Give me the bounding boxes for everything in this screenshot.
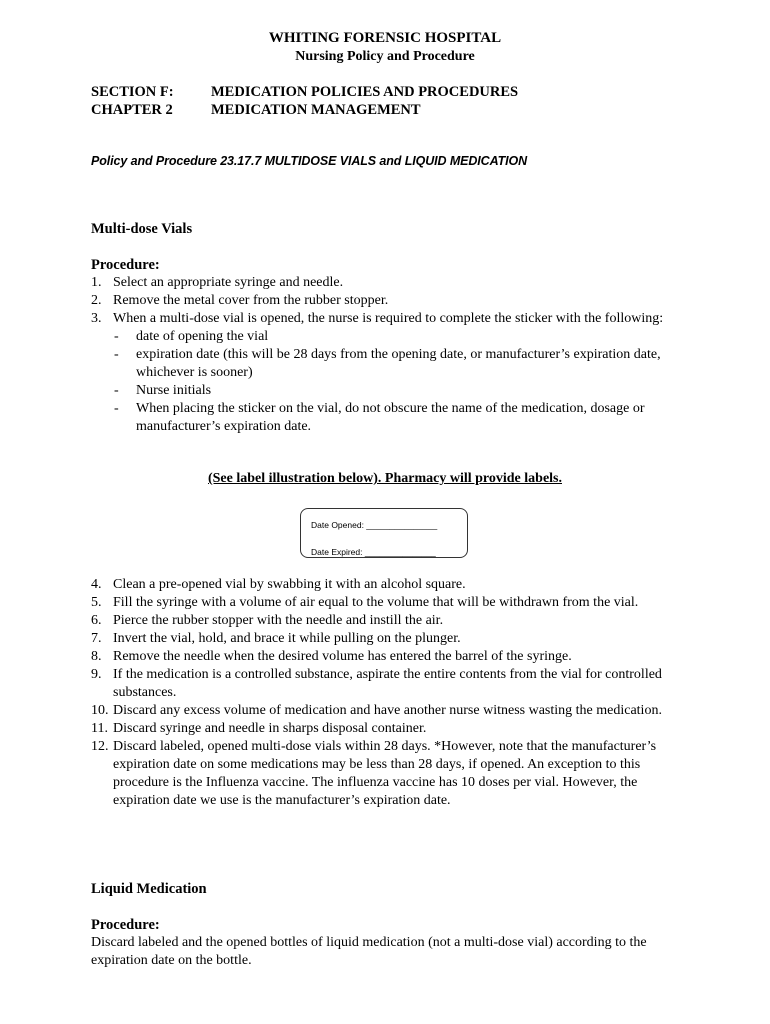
step-text: Select an appropriate syringe and needle.: [113, 275, 344, 290]
sub-list-item: - Nurse initials: [114, 383, 212, 398]
list-item: [91, 702, 681, 720]
steps-list-b: [91, 576, 681, 810]
list-item: [91, 310, 681, 328]
step-number: 7.: [91, 631, 102, 646]
step-number: 4.: [91, 577, 102, 592]
steps-list-a: [91, 274, 681, 436]
list-item: [91, 612, 681, 630]
liquid-procedure-text: Discard labeled and the opened bottles of liquid medication (not a multi-dose vial) according to the expiration date on the bottle.: [91, 935, 647, 968]
list-item: [91, 666, 681, 702]
list-item: [91, 292, 681, 310]
chapter-row: [91, 101, 421, 119]
sub-list-item: - expiration date (this will be 28 days from the opening date, or manufacturer’s expiration date, whichever is sooner): [114, 347, 661, 380]
step-number: 6.: [91, 613, 102, 628]
chapter-value: MEDICATION MANAGEMENT: [211, 102, 421, 118]
step-text: Discard labeled, opened multi-dose vials within 28 days. *However, note that the manufacturer’s expiration date on some medications may be less than 28 days, if opened. An exception to this procedure is the Influenza vaccine. The influenza vaccine has 10 doses per vial. However, the expiration date we use is the manufacturer’s expiration date.: [113, 739, 657, 808]
multidose-heading: Multi-dose Vials: [91, 221, 193, 237]
step-number: 11.: [91, 721, 108, 736]
sub-item-text: Nurse initials: [136, 383, 212, 398]
step-text: Clean a pre-opened vial by swabbing it with an alcohol square.: [113, 577, 466, 592]
step-number: 5.: [91, 595, 102, 610]
step-number: 1.: [91, 275, 102, 290]
step-number: 8.: [91, 649, 102, 664]
policy-title: Policy and Procedure 23.17.7 MULTIDOSE VIALS and LIQUID MEDICATION: [91, 154, 528, 168]
vial-label-illustration: [300, 508, 468, 558]
multidose-procedure-label: Procedure:: [91, 257, 160, 273]
sub-list-item: - date of opening the vial: [114, 329, 269, 344]
sub-item-text: When placing the sticker on the vial, do not obscure the name of the medication, dosage or manufacturer’s expiration date.: [136, 401, 645, 434]
sub-item-text: date of opening the vial: [136, 329, 269, 344]
step-text: Invert the vial, hold, and brace it while pulling on the plunger.: [113, 631, 461, 646]
list-item: [91, 720, 681, 738]
list-item: [91, 594, 681, 612]
step-number: 2.: [91, 293, 102, 308]
section-key: SECTION F:: [91, 84, 174, 100]
step-number: 12.: [91, 739, 109, 754]
step-text: Pierce the rubber stopper with the needle and instill the air.: [113, 613, 444, 628]
step-text: Fill the syringe with a volume of air equal to the volume that will be withdrawn from the vial.: [113, 595, 639, 610]
step-number: 3.: [91, 311, 102, 326]
step-text: Discard syringe and needle in sharps disposal container.: [113, 721, 427, 736]
sub-item-text: expiration date (this will be 28 days from the opening date, or manufacturer’s expiration date, whichever is sooner): [136, 347, 661, 380]
sub-list-item: - When placing the sticker on the vial, do not obscure the name of the medication, dosage or manufacturer’s expiration date.: [114, 401, 645, 434]
hospital-title: WHITING FORENSIC HOSPITAL: [268, 30, 502, 46]
section-row: [91, 83, 518, 101]
date-expired-line: Date Expired: _______________: [311, 547, 436, 557]
step-text: Discard any excess volume of medication and have another nurse witness wasting the medication.: [113, 703, 662, 718]
list-item: [91, 576, 681, 594]
liquid-procedure-label: Procedure:: [91, 917, 160, 933]
step-text: Remove the needle when the desired volume has entered the barrel of the syringe.: [113, 649, 572, 664]
document-subtitle: Nursing Policy and Procedure: [295, 49, 475, 64]
date-opened-line: Date Opened: _______________: [311, 520, 438, 530]
list-item: [91, 630, 681, 648]
liquid-heading: Liquid Medication: [91, 881, 207, 897]
step-text: When a multi-dose vial is opened, the nurse is required to complete the sticker with the following:: [113, 311, 664, 326]
step-number: 10.: [91, 703, 109, 718]
list-item: [91, 738, 681, 810]
chapter-key: CHAPTER 2: [91, 102, 173, 118]
step-number: 9.: [91, 667, 102, 682]
step-text: Remove the metal cover from the rubber stopper.: [113, 293, 389, 308]
step-text: If the medication is a controlled substance, aspirate the entire contents from the vial for controlled substances.: [113, 667, 662, 700]
list-item: [91, 274, 681, 292]
list-item: [91, 648, 681, 666]
section-value: MEDICATION POLICIES AND PROCEDURES: [211, 84, 519, 100]
label-note: (See label illustration below). Pharmacy will provide labels.: [207, 471, 562, 486]
